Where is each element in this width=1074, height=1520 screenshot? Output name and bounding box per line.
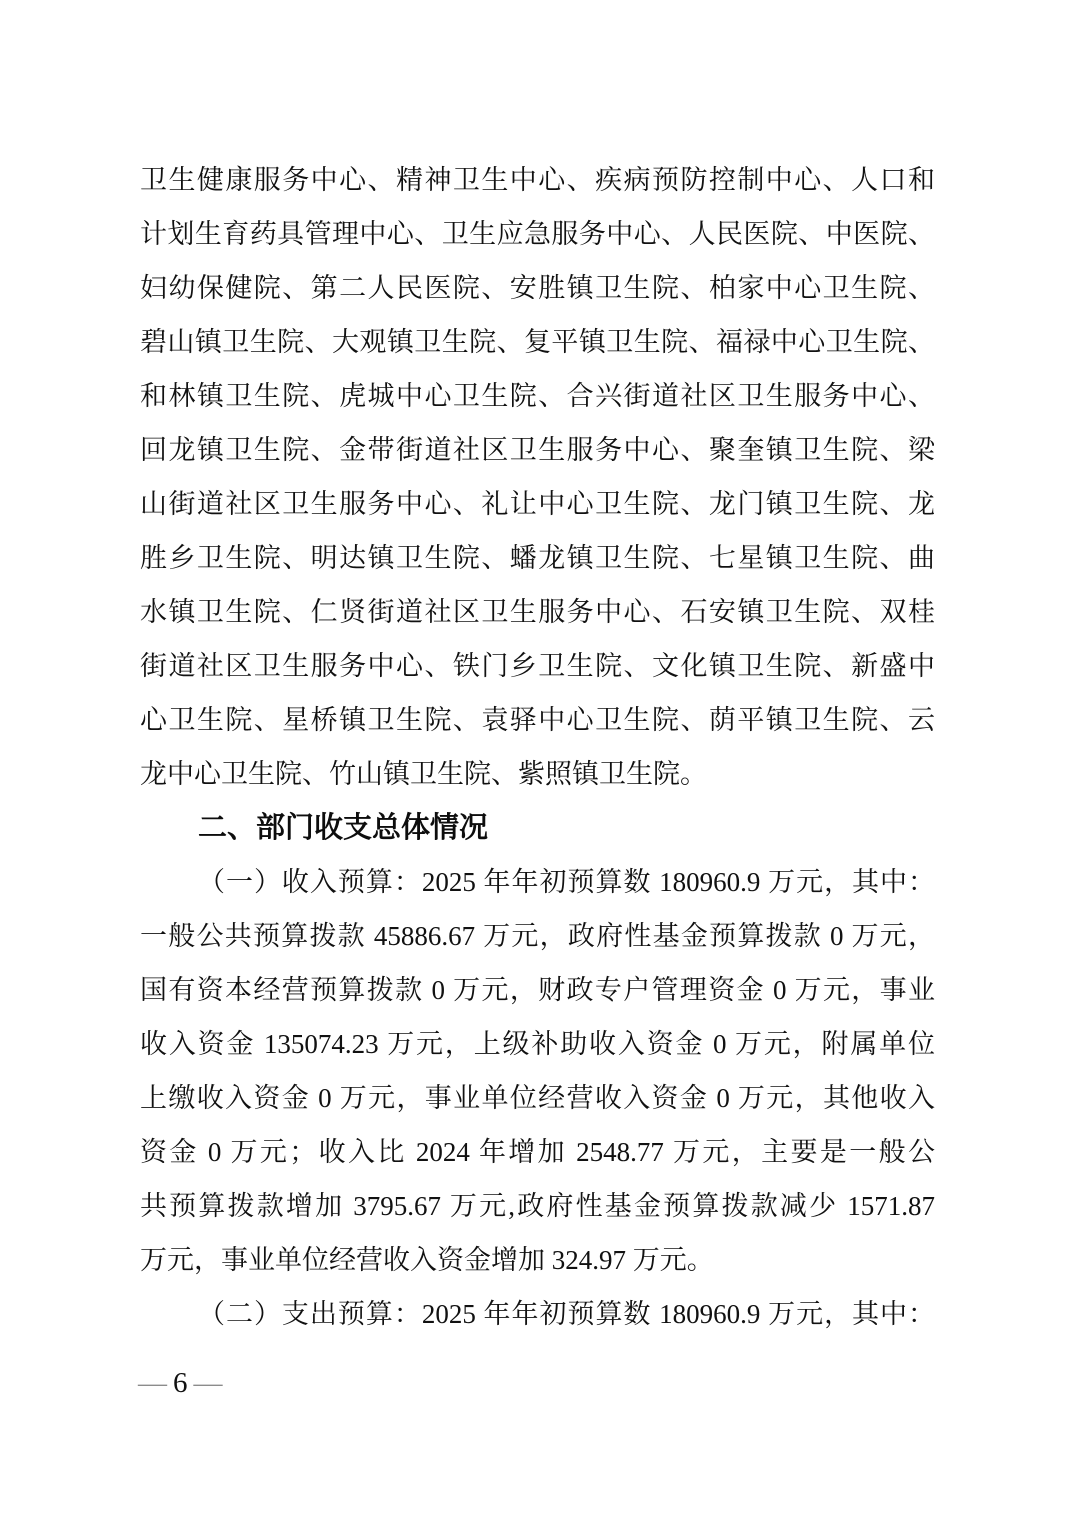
page-footer bbox=[138, 1361, 223, 1405]
list-line-10: 街道社区卫生服务中心、铁门乡卫生院、文化镇卫生院、新盛中 bbox=[140, 651, 935, 681]
list-line-9: 水镇卫生院、仁贤街道社区卫生服务中心、石安镇卫生院、双桂 bbox=[140, 597, 935, 627]
list-line-11: 心卫生院、星桥镇卫生院、袁驿中心卫生院、荫平镇卫生院、云 bbox=[140, 705, 935, 735]
income-paragraph-line-1: （一）收入预算：2025 年年初预算数 180960.9 万元，其中： bbox=[198, 867, 935, 897]
footer-page-number: 6 bbox=[173, 1367, 188, 1399]
document-body bbox=[140, 153, 935, 1341]
list-line-6: 回龙镇卫生院、金带街道社区卫生服务中心、聚奎镇卫生院、梁 bbox=[140, 435, 935, 465]
footer-dash-left: — bbox=[138, 1367, 167, 1399]
list-line-2: 计划生育药具管理中心、卫生应急服务中心、人民医院、中医院、 bbox=[140, 219, 935, 249]
income-paragraph-line-7: 共预算拨款增加 3795.67 万元,政府性基金预算拨款减少 1571.87 bbox=[140, 1191, 935, 1221]
list-line-4: 碧山镇卫生院、大观镇卫生院、复平镇卫生院、福禄中心卫生院、 bbox=[140, 327, 935, 357]
footer-dash-right: — bbox=[193, 1367, 223, 1399]
list-line-7: 山街道社区卫生服务中心、礼让中心卫生院、龙门镇卫生院、龙 bbox=[140, 489, 935, 519]
list-line-5: 和林镇卫生院、虎城中心卫生院、合兴街道社区卫生服务中心、 bbox=[140, 381, 935, 411]
income-paragraph-line-6: 资金 0 万元；收入比 2024 年增加 2548.77 万元，主要是一般公 bbox=[140, 1137, 935, 1167]
income-paragraph-line-2: 一般公共预算拨款 45886.67 万元，政府性基金预算拨款 0 万元， bbox=[140, 921, 935, 951]
income-paragraph-line-4: 收入资金 135074.23 万元，上级补助收入资金 0 万元，附属单位 bbox=[140, 1029, 935, 1059]
section-heading: 二、部门收支总体情况 bbox=[198, 812, 489, 844]
list-line-12: 龙中心卫生院、竹山镇卫生院、紫照镇卫生院。 bbox=[140, 759, 707, 789]
income-paragraph-line-3: 国有资本经营预算拨款 0 万元，财政专户管理资金 0 万元，事业 bbox=[140, 975, 935, 1005]
income-paragraph-line-5: 上缴收入资金 0 万元，事业单位经营收入资金 0 万元，其他收入 bbox=[140, 1083, 935, 1113]
expenditure-paragraph-line-1: （二）支出预算：2025 年年初预算数 180960.9 万元，其中： bbox=[198, 1299, 935, 1329]
list-line-3: 妇幼保健院、第二人民医院、安胜镇卫生院、柏家中心卫生院、 bbox=[140, 273, 935, 303]
list-line-1: 卫生健康服务中心、精神卫生中心、疾病预防控制中心、人口和 bbox=[140, 165, 935, 195]
list-line-8: 胜乡卫生院、明达镇卫生院、蟠龙镇卫生院、七星镇卫生院、曲 bbox=[140, 543, 935, 573]
income-paragraph-line-8: 万元，事业单位经营收入资金增加 324.97 万元。 bbox=[140, 1245, 714, 1275]
